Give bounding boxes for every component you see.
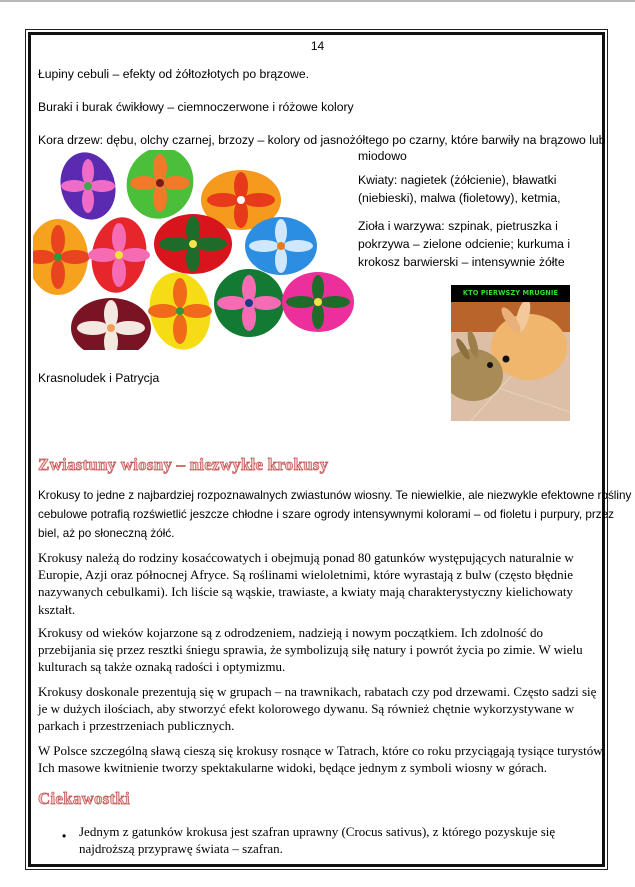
intro-line-1: Krokusy to jedne z najbardziej rozpoznawalnych zwiastunów wiosny. Te niewielkie, ale niezwykle efektowne rośliny (38, 489, 632, 502)
egg-purple (53, 150, 123, 226)
easter-eggs-image (33, 150, 358, 350)
egg-red-pink (86, 213, 152, 297)
paragraph-family: Krokusy należą do rodziny kosaćcowatych i obejmują ponad 80 gatunków występujących naturalnie w Europie, Azji oraz północnej Afryce. Są roślinami wieloletnimi, które wyrastają z bulw (często błędnie nazywanych cebulkami). Ich liście są wąskie, trawiaste, a kwiaty mają charakterystyczny kielichowaty kształt. (38, 550, 574, 617)
line-tree-bark: Kora drzew: dębu, olchy czarnej, brzozy – kolory od jasnożółtego po czarny, które barwiły na brązowo lub (38, 133, 606, 147)
line-beets: Buraki i burak ćwikłowy – ciemnoczerwone i różowe kolory (38, 100, 354, 114)
egg-orange-left (33, 219, 90, 295)
line-onion-skins: Łupiny cebuli – efekty od żółtozłotych po brązowe. (38, 67, 309, 81)
bullet-marker: • (62, 829, 67, 843)
paragraph-groups: Krokusy doskonale prezentują się w grupach – na trawnikach, rabatach czy pod drzewami. Często sadzi się je w dużych ilościach, aby stworzyć efekt kolorowego dywanu. Są również chętnie wykorzystywane w parkach i przestrzeniach publicznych. (38, 684, 597, 734)
egg-yellow (143, 267, 218, 350)
herbs-line-3: krokosz barwierski – intensywnie żółte (358, 255, 565, 269)
page-number: 14 (310, 39, 325, 53)
window-top-edge (0, 0, 635, 2)
meme-banner: KTO PIERWSZY MRUGNIE (451, 285, 570, 302)
rabbits-photo (451, 302, 570, 421)
egg-pink (282, 272, 354, 332)
herbs-line-2: pokrzywa – zielone odcienie; kurkuma i (358, 237, 571, 251)
line-tree-bark-wrap: miodowo (358, 149, 407, 163)
image-caption: Krasnoludek i Patrycja (38, 371, 160, 385)
herbs-line-1: Zioła i warzywa: szpinak, pietruszka i (358, 219, 558, 233)
egg-green-dark (214, 269, 284, 337)
paragraph-tatras: W Polsce szczególną sławą cieszą się krokusy rosnące w Tatrach, które co roku przyciągają tysiące turystów. Ich masowe kwitnienie tworzy spektakularne widoki, będące jednym z symboli wiosny w górach. (38, 743, 606, 776)
flowers-line-1: Kwiaty: nagietek (żółcienie), bławatki (358, 173, 557, 187)
section-heading-crocuses: Zwiastuny wiosny – niezwykłe krokusy (38, 455, 329, 474)
egg-blue (245, 217, 317, 275)
egg-red-dark (154, 214, 232, 274)
bullet-item-saffron: Jednym z gatunków krokusa jest szafran uprawny (Crocus sativus), z którego pozyskuje się najdroższą przyprawę świata – szafran. (79, 824, 556, 857)
rabbits-meme-image (451, 285, 570, 421)
section-heading-trivia: Ciekawostki (38, 789, 130, 808)
egg-maroon (71, 298, 151, 350)
flowers-line-2: (niebieski), malwa (fioletowy), ketmia, (358, 191, 561, 205)
intro-line-3: biel, aż po słoneczną żółć. (38, 527, 175, 540)
paragraph-symbolism: Krokusy od wieków kojarzone są z odrodzeniem, nadzieją i nowym początkiem. Ich zdolność do przebijania się przez resztki śniegu sprawia, że symbolizują siłę natury i powrót życia po zimie. W wielu kulturach są także oznaką radości i optymizmu. (38, 625, 583, 675)
intro-line-2: cebulowe potrafią rozświetlić jeszcze chłodne i szare ogrody intensywnymi kolorami – od fioletu i purpury, przez (38, 508, 614, 521)
